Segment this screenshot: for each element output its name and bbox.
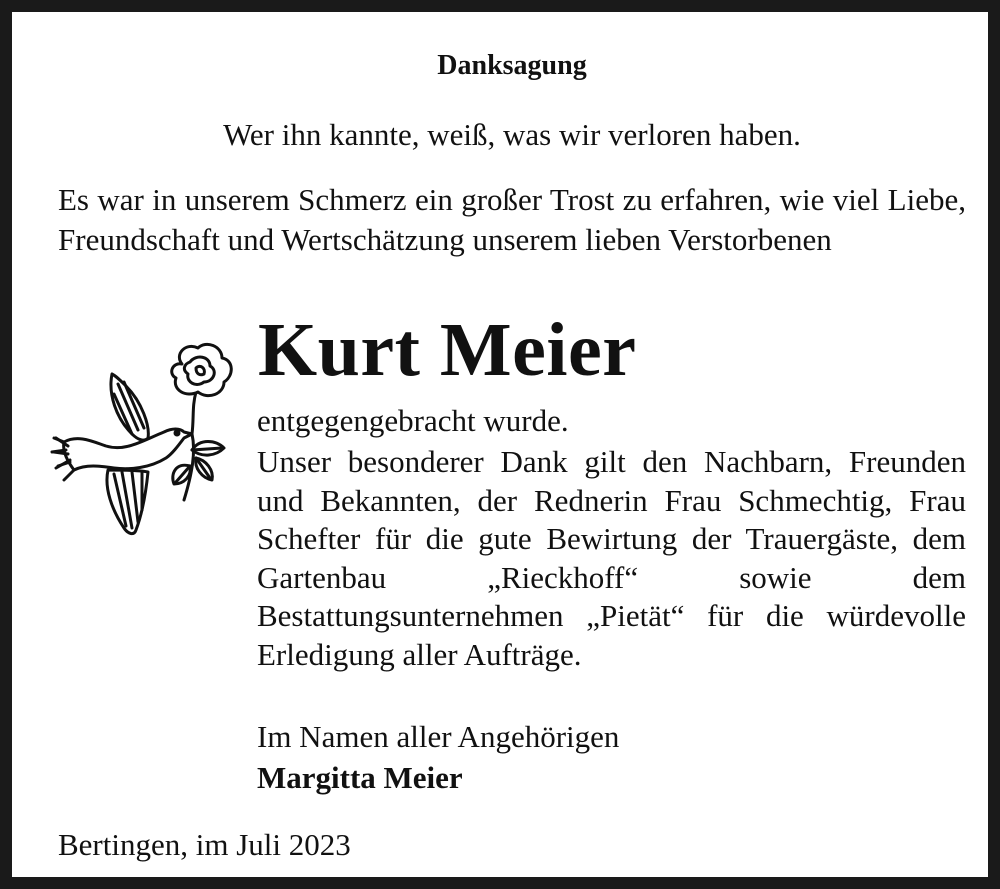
place-date: Bertingen, im Juli 2023 <box>58 827 351 862</box>
after-name-text: entgegengebracht wurde. <box>257 403 569 438</box>
signature-line: Im Namen aller Angehörigen <box>257 719 620 754</box>
notice-heading: Danksagung <box>437 50 587 81</box>
dove-with-rose-icon <box>46 342 246 547</box>
signer-name: Margitta Meier <box>257 760 463 795</box>
deceased-name: Kurt Meier <box>258 308 637 392</box>
thanks-paragraph: Unser besonderer Dank gilt den Nachbarn, Freunden und Bekannten, der Rednerin Frau Schmechtig, Frau Schefter für die gute Bewirtung der Trauergäste, dem Gartenbau „Rieckhoff“ sowie dem Bestattungsunternehmen „Pietät“ für die würdevolle Erledigung aller Aufträge. <box>257 444 966 672</box>
intro-paragraph: Es war in unserem Schmerz ein großer Trost zu erfahren, wie viel Liebe, Freundschaft und Wertschätzung unserem lieben Verstorbenen <box>58 182 966 257</box>
notice-motto: Wer ihn kannte, weiß, was wir verloren haben. <box>223 117 801 152</box>
